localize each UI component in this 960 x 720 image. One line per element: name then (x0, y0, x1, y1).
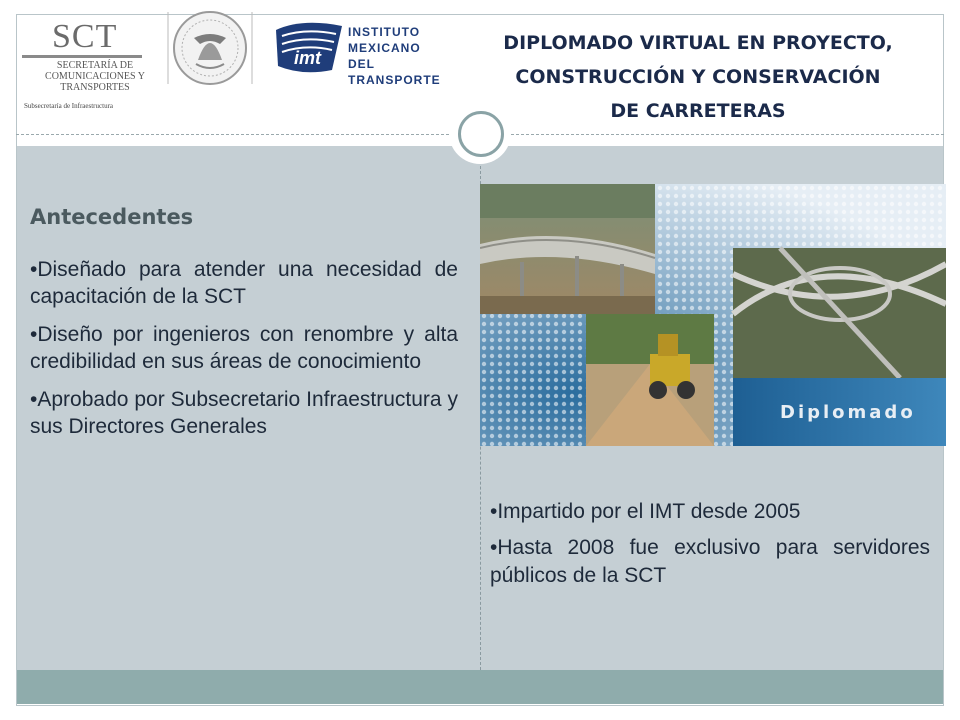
sct-subtitle: SECRETARÍA DE COMUNICACIONES Y TRANSPORTES (45, 60, 145, 93)
list-item: •Aprobado por Subsecretario Infraestructura y sus Directores Generales (30, 388, 458, 438)
mexico-seal-icon (160, 8, 260, 88)
sct-title: SCT (52, 18, 118, 55)
list-item: •Diseño por ingenieros con renombre y alta credibilidad en sus áreas de conocimiento (30, 323, 458, 373)
slide-title (456, 26, 940, 128)
imt-line-3: TRANSPORTE (348, 73, 441, 87)
subsecretaria-label: Subsecretaría de Infraestructura (24, 102, 114, 110)
left-bullet-list (30, 256, 458, 451)
bridge-photo (480, 184, 655, 314)
imt-mark: imt (294, 48, 321, 68)
list-item: •Impartido por el IMT desde 2005 (490, 500, 801, 523)
header-right-border (943, 14, 944, 134)
list-item: •Hasta 2008 fue exclusivo para servidores públicos de la SCT (490, 536, 930, 587)
imt-name (348, 24, 442, 88)
photo-collage (480, 184, 946, 446)
diplomado-label: Diplomado (780, 402, 916, 423)
interchange-photo (733, 248, 946, 378)
footer-bar (17, 670, 943, 704)
diplomado-banner (733, 378, 946, 446)
imt-line-2: MEXICANO DEL (348, 41, 421, 71)
road-grader-photo (586, 314, 714, 446)
right-bullet-list (490, 498, 930, 598)
circle-ring (458, 111, 504, 157)
title-line-3: DE CARRETERAS (610, 100, 786, 122)
imt-line-1: INSTITUTO (348, 25, 421, 39)
imt-logo-icon (272, 20, 442, 87)
section-heading: Antecedentes (30, 205, 194, 229)
list-item: •Diseñado para atender una necesidad de capacitación de la SCT (30, 258, 458, 308)
title-line-2: CONSTRUCCIÓN Y CONSERVACIÓN (515, 66, 881, 88)
title-line-1: DIPLOMADO VIRTUAL EN PROYECTO, (503, 32, 893, 54)
